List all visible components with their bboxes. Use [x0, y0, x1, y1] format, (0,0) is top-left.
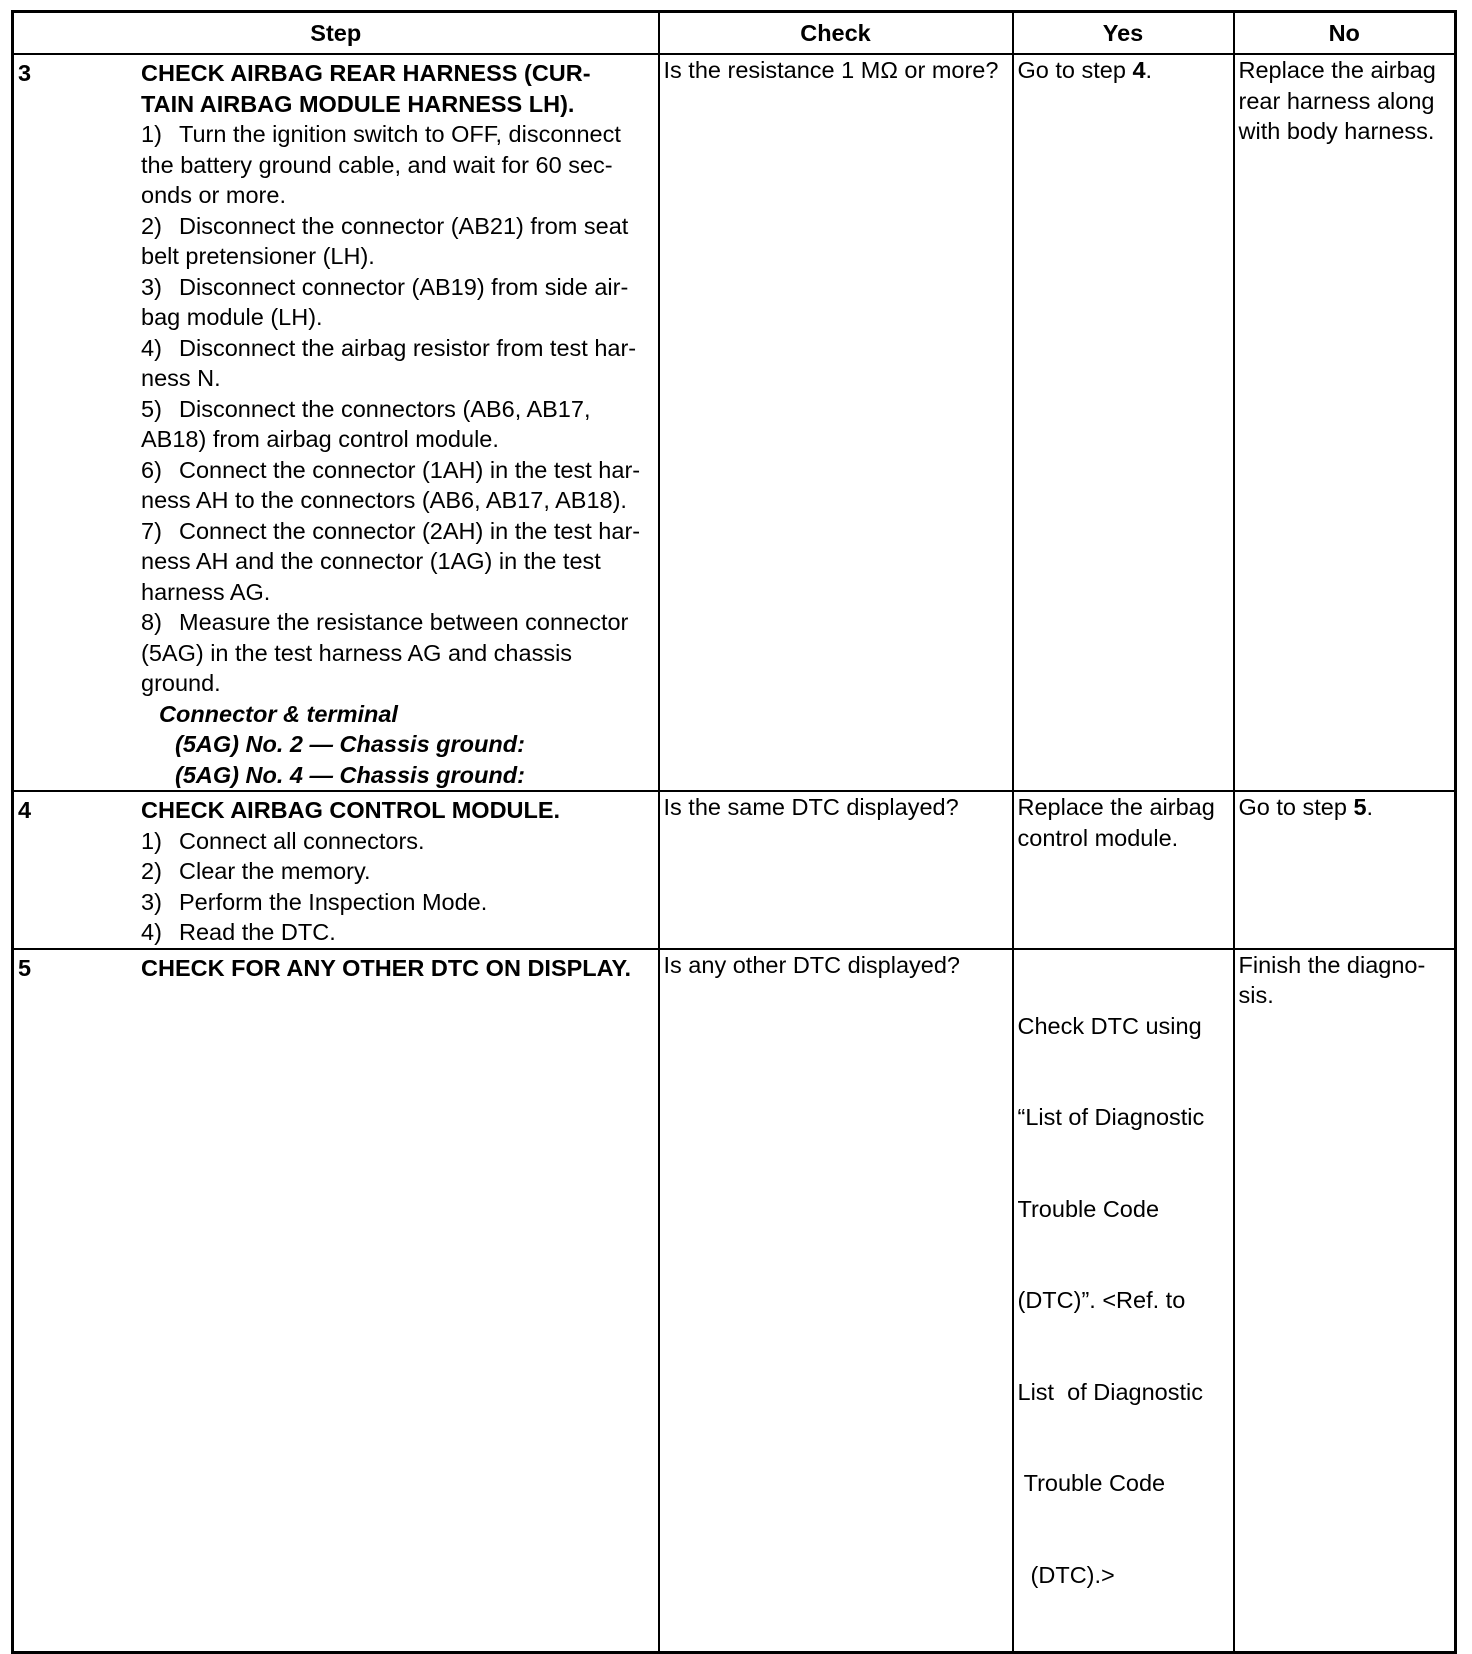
substep-text: Connect the connector (1AH) in the test har-ness AH to the connectors (AB6, AB17, AB18). — [141, 456, 641, 513]
substep — [141, 394, 650, 455]
header-row — [13, 12, 1456, 55]
yes-cell: Replace the airbag control module. — [1013, 791, 1234, 949]
table-row — [13, 791, 1456, 949]
yes-line: Check DTC using — [1017, 1012, 1202, 1039]
connector-terminal-item: (5AG) No. 4 — Chassis ground: — [175, 761, 525, 788]
substep-text: Disconnect connector (AB19) from side air-bag module (LH). — [141, 273, 629, 330]
substep-number: 2) — [141, 858, 162, 884]
no-suffix: . — [1366, 794, 1374, 820]
header-check: Check — [659, 12, 1013, 55]
no-text: Go to step — [1238, 794, 1354, 820]
substep-number: 4) — [141, 919, 162, 945]
substep — [141, 826, 650, 857]
substep-text: Disconnect the connectors (AB6, AB17, AB18) from airbag control module. — [141, 395, 591, 452]
step-number: 3 — [18, 60, 32, 86]
substep-number: 7) — [141, 517, 162, 544]
step-body — [141, 950, 654, 984]
substep-text: Connect the connector (2AH) in the test har-ness AH and the connector (1AG) in the test harness AG. — [141, 517, 641, 605]
substep-text: Measure the resistance between connector (5AG) in the test harness AG and chassis ground. — [141, 609, 629, 696]
step-cell — [13, 949, 659, 1653]
substep-number: 3) — [141, 273, 162, 300]
no-step-link[interactable]: 5 — [1353, 794, 1367, 820]
step-title-line: CHECK AIRBAG REAR HARNESS (CUR- — [141, 60, 591, 86]
table-row — [13, 949, 1456, 1653]
yes-text: Go to step — [1017, 57, 1133, 83]
step-cell — [13, 791, 659, 949]
yes-line: Trouble Code — [1017, 1195, 1160, 1222]
connector-terminal-heading: Connector & terminal — [159, 700, 398, 727]
step-title — [141, 58, 650, 119]
substep-text: Read the DTC. — [179, 919, 336, 945]
substep-text: Turn the ignition switch to OFF, disconnect the battery ground cable, and wait for 60 sec-onds or more. — [141, 121, 621, 208]
yes-line[interactable]: List of Diagnostic — [1017, 1378, 1203, 1405]
yes-suffix: . — [1145, 57, 1153, 83]
substep-text: Connect all connectors. — [179, 827, 425, 854]
yes-step-link[interactable]: 4 — [1132, 57, 1146, 83]
substep-number: 4) — [141, 334, 162, 361]
yes-line[interactable]: (DTC).> — [1017, 1561, 1115, 1588]
substep-text: Disconnect the connector (AB21) from seat belt pretensioner (LH). — [141, 212, 629, 269]
substep-text: Clear the memory. — [179, 858, 371, 884]
substep-number: 1) — [141, 827, 162, 854]
yes-line: (DTC)”. <Ref. to — [1017, 1287, 1186, 1313]
no-cell: Replace the airbag rear harness along with body harness. — [1234, 54, 1456, 791]
header-step: Step — [13, 12, 659, 55]
substep — [141, 272, 650, 333]
no-cell — [1234, 791, 1456, 949]
step-number: 4 — [18, 797, 32, 823]
check-cell: Is the resistance 1 MΩ or more? — [659, 54, 1013, 791]
step-title: CHECK FOR ANY OTHER DTC ON DISPLAY. — [141, 954, 632, 981]
check-cell: Is any other DTC displayed? — [659, 949, 1013, 1653]
yes-line[interactable]: Trouble Code — [1017, 1470, 1166, 1496]
substep — [141, 119, 650, 211]
substep-text: Perform the Inspection Mode. — [179, 888, 488, 915]
substep-number: 5) — [141, 395, 162, 422]
header-yes: Yes — [1013, 12, 1234, 55]
substep — [141, 333, 650, 394]
substep-number: 6) — [141, 456, 162, 483]
step-number: 5 — [18, 954, 32, 981]
check-cell: Is the same DTC displayed? — [659, 791, 1013, 949]
step-title: CHECK AIRBAG CONTROL MODULE. — [141, 797, 561, 823]
step-body — [141, 55, 654, 790]
substep — [141, 455, 650, 516]
yes-cell — [1013, 54, 1234, 791]
substep — [141, 887, 650, 918]
yes-line: “List of Diagnostic — [1017, 1104, 1205, 1130]
diagnostic-table — [11, 10, 1457, 1654]
substep-number: 1) — [141, 121, 162, 147]
substep — [141, 211, 650, 272]
step-title-line: TAIN AIRBAG MODULE HARNESS LH). — [141, 90, 575, 117]
substep-number: 8) — [141, 609, 162, 635]
header-no: No — [1234, 12, 1456, 55]
substep — [141, 516, 650, 608]
substep — [141, 607, 650, 699]
no-cell: Finish the diagno-sis. — [1234, 949, 1456, 1653]
yes-cell — [1013, 949, 1234, 1653]
substep-number: 2) — [141, 212, 162, 239]
substep — [141, 917, 650, 948]
table-row — [13, 54, 1456, 791]
connector-terminal-item: (5AG) No. 2 — Chassis ground: — [175, 731, 525, 757]
step-body — [141, 792, 654, 948]
substep-number: 3) — [141, 888, 162, 915]
substep-text: Disconnect the airbag resistor from test har-ness N. — [141, 334, 637, 391]
step-cell — [13, 54, 659, 791]
substep — [141, 856, 650, 887]
